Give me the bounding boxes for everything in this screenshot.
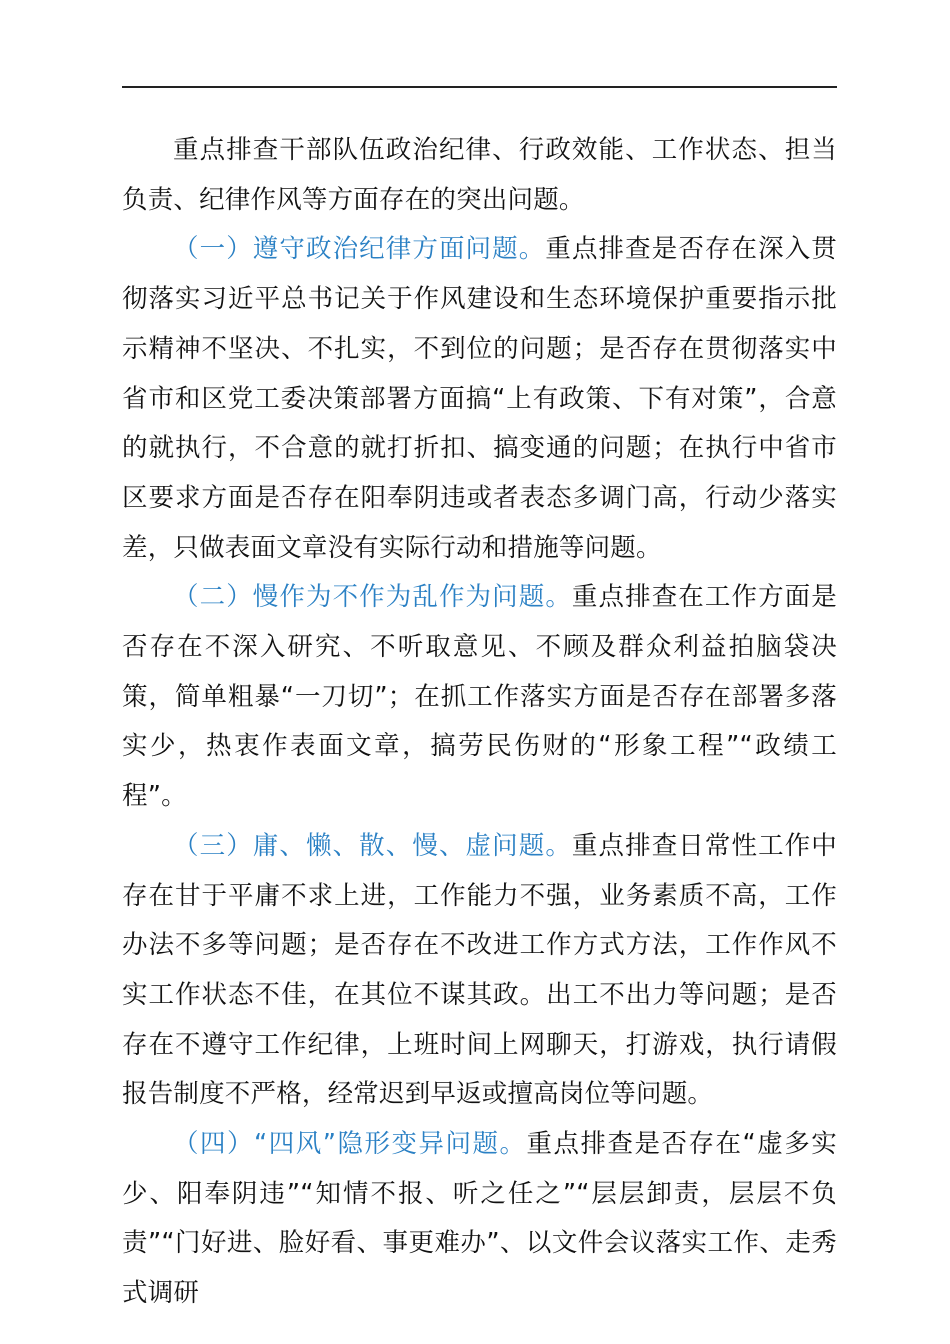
section-paragraph xyxy=(122,225,837,573)
section-heading: （一）遵守政治纪律方面问题。 xyxy=(173,234,546,265)
section-body: 重点排查是否存在深入贯彻落实习近平总书记关于作风建设和生态环境保护重要指示批示精神不坚决、不扎实，不到位的问题；是否存在贯彻落实中省市和区党工委决策部署方面搞“上有政策、下有对策”，合意的就执行，不合意的就打折扣、搞变通的问题；在执行中省市区要求方面是否存在阳奉阴违或者表态多调门高，行动少落实差，只做表面文章没有实际行动和措施等问题。 xyxy=(122,234,837,563)
header-rule xyxy=(122,86,837,88)
section-paragraph xyxy=(122,573,837,822)
section-heading: （二）慢作为不作为乱作为问题。 xyxy=(173,582,572,613)
document-body xyxy=(122,126,837,1319)
intro-paragraph: 重点排查干部队伍政治纪律、行政效能、工作状态、担当负责、纪律作风等方面存在的突出问题。 xyxy=(122,135,837,215)
section-heading: （四）“四风”隐形变异问题。 xyxy=(173,1129,527,1160)
section-paragraph xyxy=(122,822,837,1120)
section-body: 重点排查是否存在“虚多实少、阳奉阴违”“知情不报、听之任之”“层层卸责，层层不负责”“门好进、脸好看、事更难办”、以文件会议落实工作、走秀式调研 xyxy=(122,1129,837,1309)
section-body: 重点排查日常性工作中存在甘于平庸不求上进，工作能力不强，业务素质不高，工作办法不多等问题；是否存在不改进工作方式方法，工作作风不实工作状态不佳，在其位不谋其政。出工不出力等问题；是否存在不遵守工作纪律，上班时间上网聊天，打游戏，执行请假报告制度不严格，经常迟到早返或擅高岗位等问题。 xyxy=(122,830,837,1110)
section-heading: （三）庸、懒、散、慢、虚问题。 xyxy=(173,830,572,861)
section-body: 重点排查在工作方面是否存在不深入研究、不听取意见、不顾及群众利益拍脑袋决策，简单粗暴“一刀切”；在抓工作落实方面是否存在部署多落实少，热衷作表面文章，搞劳民伤财的“形象工程”“政绩工程”。 xyxy=(122,582,837,812)
section-paragraph xyxy=(122,1120,837,1319)
